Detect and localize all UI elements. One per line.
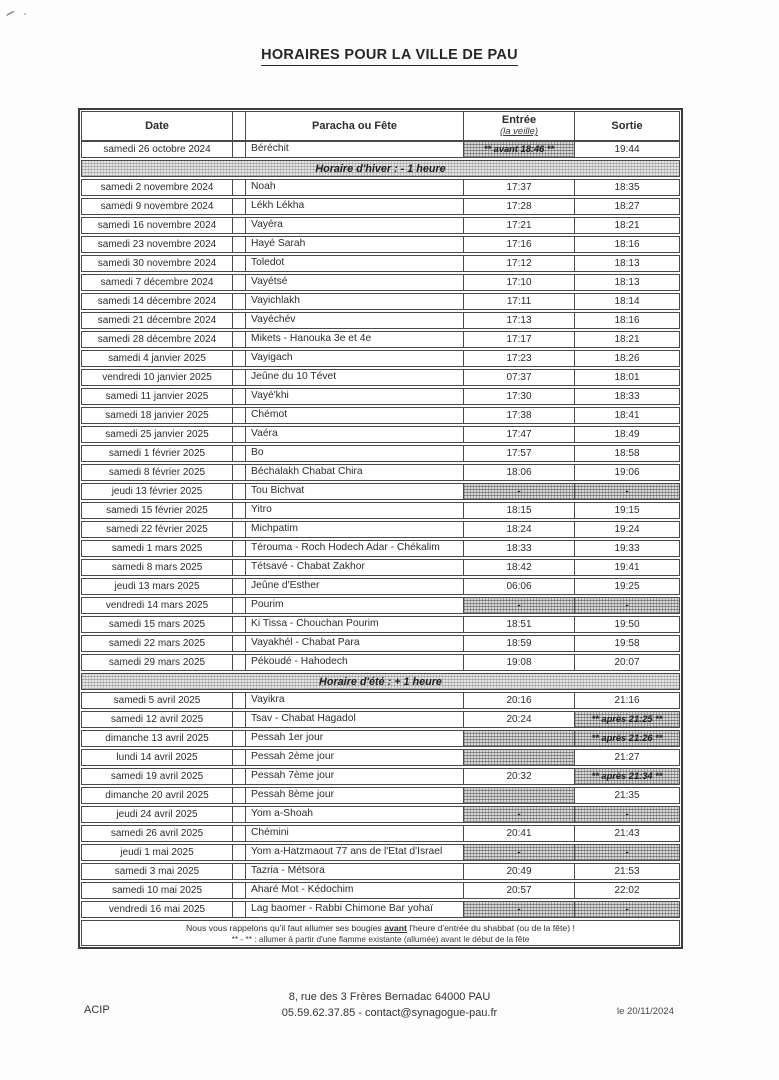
sortie-cell: 19:33 — [574, 541, 679, 556]
spacer-cell — [232, 598, 245, 613]
header-paracha: Paracha ou Fête — [245, 112, 463, 140]
scan-artifact-dot — [24, 13, 26, 15]
entree-cell: 20:32 — [463, 769, 574, 784]
paracha-cell: Vaéra — [245, 427, 463, 442]
entree-cell: 18:24 — [463, 522, 574, 537]
entree-cell: 20:41 — [463, 826, 574, 841]
table-row — [81, 711, 680, 728]
sortie-cell: 19:25 — [574, 579, 679, 594]
header-entree — [463, 112, 574, 140]
sortie-cell: 19:50 — [574, 617, 679, 632]
sortie-cell: 21:53 — [574, 864, 679, 879]
spacer-cell — [232, 446, 245, 461]
date-cell: dimanche 20 avril 2025 — [105, 789, 209, 801]
spacer-cell — [232, 617, 245, 632]
table-row — [81, 597, 680, 614]
spacer-cell — [232, 864, 245, 879]
spacer-cell — [232, 294, 245, 309]
table-row — [81, 768, 680, 785]
season-section-row — [81, 160, 680, 177]
paracha-cell: Vayétsé — [245, 275, 463, 290]
date-cell: samedi 28 décembre 2024 — [97, 333, 217, 345]
date-cell: samedi 7 décembre 2024 — [100, 276, 214, 288]
header-entree-main: Entrée — [501, 114, 537, 127]
sortie-cell: - — [574, 845, 679, 860]
entree-cell — [463, 731, 574, 746]
entree-cell: 17:17 — [463, 332, 574, 347]
sortie-cell: 18:26 — [574, 351, 679, 366]
entree-cell: 17:47 — [463, 427, 574, 442]
paracha-cell: Pessah 7ème jour — [245, 769, 463, 784]
paracha-cell: Michpatim — [245, 522, 463, 537]
table-row — [81, 426, 680, 443]
section-label: Horaire d'été : + 1 heure — [319, 675, 442, 688]
sortie-cell: 21:27 — [574, 750, 679, 765]
date-cell: samedi 19 avril 2025 — [110, 770, 204, 782]
table-row — [81, 407, 680, 424]
paracha-cell: Chémot — [245, 408, 463, 423]
table-row — [81, 464, 680, 481]
paracha-cell: Lag baomer - Rabbi Chimone Bar yohaï — [245, 902, 463, 917]
sortie-cell: 18:21 — [574, 218, 679, 233]
entree-cell: 18:59 — [463, 636, 574, 651]
date-cell: samedi 1 février 2025 — [108, 447, 206, 459]
date-cell: lundi 14 avril 2025 — [116, 751, 198, 763]
sortie-cell: 18:41 — [574, 408, 679, 423]
spacer-cell — [232, 693, 245, 708]
table-row — [81, 236, 680, 253]
paracha-cell: Tazria - Métsora — [245, 864, 463, 879]
entree-cell: 17:37 — [463, 180, 574, 195]
sortie-cell: 22:02 — [574, 883, 679, 898]
spacer-cell — [232, 845, 245, 860]
date-cell: vendredi 10 janvier 2025 — [102, 371, 212, 383]
sortie-cell: 19:24 — [574, 522, 679, 537]
entree-cell: 17:57 — [463, 446, 574, 461]
paracha-cell: Pessah 8ème jour — [245, 788, 463, 803]
spacer-cell — [232, 199, 245, 214]
header-date: Date — [145, 119, 169, 132]
table-row — [81, 141, 680, 158]
paracha-cell: Tsav - Chabat Hagadol — [245, 712, 463, 727]
paracha-cell: Vayéchév — [245, 313, 463, 328]
sortie-cell: 18:21 — [574, 332, 679, 347]
spacer-cell — [232, 218, 245, 233]
sortie-cell: 18:16 — [574, 237, 679, 252]
date-cell: dimanche 13 avril 2025 — [105, 732, 209, 744]
entree-cell: 17:12 — [463, 256, 574, 271]
table-row — [81, 388, 680, 405]
spacer-cell — [232, 465, 245, 480]
paracha-cell: Vayichlakh — [245, 294, 463, 309]
table-row — [81, 901, 680, 918]
date-cell: samedi 14 décembre 2024 — [97, 295, 217, 307]
footer-address-line2: 05.59.62.37.85 - contact@synagogue-pau.fr — [281, 1007, 498, 1019]
entree-cell: 18:51 — [463, 617, 574, 632]
entree-cell: 17:10 — [463, 275, 574, 290]
sortie-cell: - — [574, 484, 679, 499]
paracha-cell: Pourim — [245, 598, 463, 613]
paracha-cell: Yitro — [245, 503, 463, 518]
sortie-cell: 18:33 — [574, 389, 679, 404]
table-row — [81, 293, 680, 310]
paracha-cell: Yom a-Shoah — [245, 807, 463, 822]
sortie-cell: ** après 21:34 ** — [574, 769, 679, 784]
spacer-cell — [232, 579, 245, 594]
entree-cell: ** avant 18:46 ** — [463, 142, 574, 157]
table-row — [81, 692, 680, 709]
date-cell: samedi 8 mars 2025 — [111, 561, 203, 573]
sortie-cell: - — [574, 807, 679, 822]
date-cell: jeudi 13 février 2025 — [111, 485, 203, 497]
table-row — [81, 654, 680, 671]
sortie-cell: 18:14 — [574, 294, 679, 309]
date-cell: vendredi 14 mars 2025 — [105, 599, 209, 611]
spacer-cell — [232, 750, 245, 765]
spacer-cell — [232, 484, 245, 499]
table-header-row — [81, 111, 680, 141]
date-cell: samedi 15 février 2025 — [106, 504, 208, 516]
date-cell: samedi 25 janvier 2025 — [105, 428, 209, 440]
date-cell: samedi 1 mars 2025 — [111, 542, 203, 554]
sortie-cell: 18:13 — [574, 275, 679, 290]
paracha-cell: Aharé Mot - Kédochim — [245, 883, 463, 898]
spacer-cell — [232, 541, 245, 556]
sortie-cell: 18:16 — [574, 313, 679, 328]
entree-cell: 17:30 — [463, 389, 574, 404]
date-cell: jeudi 1 mai 2025 — [120, 846, 194, 858]
date-cell: samedi 8 février 2025 — [108, 466, 206, 478]
spacer-cell — [232, 237, 245, 252]
entree-cell: 19:08 — [463, 655, 574, 670]
paracha-cell: Vayigach — [245, 351, 463, 366]
spacer-cell — [232, 522, 245, 537]
date-cell: samedi 3 mai 2025 — [114, 865, 200, 877]
sortie-cell: 18:35 — [574, 180, 679, 195]
sortie-cell: ** après 21:25 ** — [574, 712, 679, 727]
spacer-cell — [232, 408, 245, 423]
date-cell: samedi 26 avril 2025 — [110, 827, 204, 839]
date-cell: samedi 11 janvier 2025 — [105, 390, 209, 402]
entree-cell: 17:16 — [463, 237, 574, 252]
paracha-cell: Vayakhél - Chabat Para — [245, 636, 463, 651]
table-row — [81, 825, 680, 842]
table-row — [81, 882, 680, 899]
table-row — [81, 749, 680, 766]
table-row — [81, 274, 680, 291]
spacer-cell — [232, 332, 245, 347]
entree-cell: 18:33 — [463, 541, 574, 556]
entree-cell: 18:15 — [463, 503, 574, 518]
section-label: Horaire d'hiver : - 1 heure — [315, 162, 446, 175]
footer-organization: ACIP — [84, 1004, 110, 1016]
entree-cell — [463, 750, 574, 765]
spacer-cell — [232, 370, 245, 385]
date-cell: samedi 22 mars 2025 — [108, 637, 206, 649]
table-row — [81, 312, 680, 329]
date-cell: samedi 2 novembre 2024 — [100, 181, 214, 193]
header-spacer — [232, 112, 245, 140]
paracha-cell: Yom a-Hatzmaout 77 ans de l'Etat d'Israel — [245, 845, 463, 860]
table-row — [81, 445, 680, 462]
entree-cell: 20:16 — [463, 693, 574, 708]
entree-cell: - — [463, 484, 574, 499]
spacer-cell — [232, 503, 245, 518]
spacer-cell — [232, 807, 245, 822]
paracha-cell: Pessah 1er jour — [245, 731, 463, 746]
spacer-cell — [232, 769, 245, 784]
spacer-cell — [232, 883, 245, 898]
paracha-cell: Lékh Lékha — [245, 199, 463, 214]
date-cell: samedi 10 mai 2025 — [111, 884, 203, 896]
paracha-cell: Jeûne d'Esther — [245, 579, 463, 594]
date-cell: samedi 30 novembre 2024 — [97, 257, 217, 269]
spacer-cell — [232, 275, 245, 290]
table-row — [81, 806, 680, 823]
table-row — [81, 521, 680, 538]
spacer-cell — [232, 712, 245, 727]
sortie-cell: 19:06 — [574, 465, 679, 480]
scan-artifact-mark — [5, 10, 16, 19]
entree-cell: 17:11 — [463, 294, 574, 309]
note-line-2: ** - ** : allumer à partir d'une flamme existante (allumée) avant le début de la fête — [231, 933, 530, 944]
note-emphasis: avant — [384, 922, 407, 933]
spacer-cell — [232, 655, 245, 670]
paracha-cell: Hayé Sarah — [245, 237, 463, 252]
table-row — [81, 540, 680, 557]
date-cell: samedi 26 octobre 2024 — [103, 143, 211, 155]
sortie-cell: 18:13 — [574, 256, 679, 271]
table-row — [81, 217, 680, 234]
date-cell: samedi 4 janvier 2025 — [108, 352, 206, 364]
schedule-table — [78, 108, 683, 949]
date-cell: samedi 18 janvier 2025 — [105, 409, 209, 421]
table-notes-row — [81, 920, 680, 946]
table-row — [81, 863, 680, 880]
table-row — [81, 616, 680, 633]
sortie-cell: 19:58 — [574, 636, 679, 651]
table-row — [81, 502, 680, 519]
season-section-row — [81, 673, 680, 690]
entree-cell: 17:38 — [463, 408, 574, 423]
table-row — [81, 635, 680, 652]
page-title-text: HORAIRES POUR LA VILLE DE PAU — [261, 47, 518, 66]
paracha-cell: Pékoudé - Hahodech — [245, 655, 463, 670]
entree-cell: - — [463, 902, 574, 917]
date-cell: samedi 29 mars 2025 — [108, 656, 206, 668]
sortie-cell: - — [574, 902, 679, 917]
entree-cell: 20:57 — [463, 883, 574, 898]
sortie-cell: ** après 21:26 ** — [574, 731, 679, 746]
table-row — [81, 787, 680, 804]
date-cell: jeudi 13 mars 2025 — [114, 580, 200, 592]
date-cell: samedi 15 mars 2025 — [108, 618, 206, 630]
paracha-cell: Bo — [245, 446, 463, 461]
header-entree-sub: (la veille) — [499, 126, 538, 138]
spacer-cell — [232, 788, 245, 803]
table-row — [81, 730, 680, 747]
table-row — [81, 350, 680, 367]
entree-cell: 06:06 — [463, 579, 574, 594]
entree-cell: 07:37 — [463, 370, 574, 385]
date-cell: samedi 16 novembre 2024 — [97, 219, 217, 231]
footer-address-line1: 8, rue des 3 Frères Bernadac 64000 PAU — [288, 991, 491, 1003]
table-row — [81, 255, 680, 272]
date-cell: samedi 5 avril 2025 — [113, 694, 201, 706]
paracha-cell: Béréchit — [245, 142, 463, 157]
paracha-cell: Noah — [245, 180, 463, 195]
paracha-cell: Toledot — [245, 256, 463, 271]
sortie-cell: 18:27 — [574, 199, 679, 214]
entree-cell: 18:06 — [463, 465, 574, 480]
entree-cell: - — [463, 845, 574, 860]
sortie-cell: 19:15 — [574, 503, 679, 518]
spacer-cell — [232, 731, 245, 746]
sortie-cell: 18:58 — [574, 446, 679, 461]
paracha-cell: Vayikra — [245, 693, 463, 708]
spacer-cell — [232, 427, 245, 442]
table-row — [81, 559, 680, 576]
paracha-cell: Jeûne du 10 Tévet — [245, 370, 463, 385]
sortie-cell: 20:07 — [574, 655, 679, 670]
spacer-cell — [232, 636, 245, 651]
spacer-cell — [232, 142, 245, 157]
table-row — [81, 578, 680, 595]
paracha-cell: Tou Bichvat — [245, 484, 463, 499]
entree-cell: 17:13 — [463, 313, 574, 328]
paracha-cell: Mikets - Hanouka 3e et 4e — [245, 332, 463, 347]
date-cell: samedi 9 novembre 2024 — [100, 200, 214, 212]
paracha-cell: Vayéra — [245, 218, 463, 233]
date-cell: samedi 21 décembre 2024 — [97, 314, 217, 326]
sortie-cell: 21:16 — [574, 693, 679, 708]
sortie-cell: 21:43 — [574, 826, 679, 841]
sortie-cell: - — [574, 598, 679, 613]
paracha-cell: Tétsavé - Chabat Zakhor — [245, 560, 463, 575]
footer-document-date: le 20/11/2024 — [617, 1006, 674, 1017]
sortie-cell: 18:49 — [574, 427, 679, 442]
sortie-cell: 19:41 — [574, 560, 679, 575]
spacer-cell — [232, 180, 245, 195]
spacer-cell — [232, 351, 245, 366]
table-row — [81, 483, 680, 500]
note-line-1: Nous vous rappelons qu'il faut allumer ses bougies avant l'heure d'entrée du shabbat (ou de la fête) ! — [186, 922, 575, 933]
entree-cell: - — [463, 598, 574, 613]
paracha-cell: Vayé'khi — [245, 389, 463, 404]
schedule-rows — [81, 141, 680, 918]
spacer-cell — [232, 902, 245, 917]
spacer-cell — [232, 313, 245, 328]
spacer-cell — [232, 560, 245, 575]
entree-cell: 18:42 — [463, 560, 574, 575]
table-row — [81, 179, 680, 196]
table-row — [81, 369, 680, 386]
paracha-cell: Pessah 2ème jour — [245, 750, 463, 765]
table-row — [81, 198, 680, 215]
paracha-cell: Chémini — [245, 826, 463, 841]
header-sortie: Sortie — [574, 112, 679, 140]
date-cell: samedi 22 février 2025 — [106, 523, 208, 535]
sortie-cell: 18:01 — [574, 370, 679, 385]
spacer-cell — [232, 256, 245, 271]
entree-cell: 20:49 — [463, 864, 574, 879]
entree-cell: - — [463, 807, 574, 822]
date-cell: samedi 12 avril 2025 — [110, 713, 204, 725]
page-title — [0, 46, 779, 64]
date-cell: jeudi 24 avril 2025 — [116, 808, 198, 820]
paracha-cell: Ki Tissa - Chouchan Pourim — [245, 617, 463, 632]
paracha-cell: Béchalakh Chabat Chira — [245, 465, 463, 480]
date-cell: vendredi 16 mai 2025 — [108, 903, 206, 915]
spacer-cell — [232, 826, 245, 841]
entree-cell: 17:21 — [463, 218, 574, 233]
entree-cell: 17:23 — [463, 351, 574, 366]
entree-cell: 17:28 — [463, 199, 574, 214]
entree-cell: 20:24 — [463, 712, 574, 727]
date-cell: samedi 23 novembre 2024 — [97, 238, 217, 250]
paracha-cell: Térouma - Roch Hodech Adar - Chékalim — [245, 541, 463, 556]
spacer-cell — [232, 389, 245, 404]
entree-cell — [463, 788, 574, 803]
table-row — [81, 331, 680, 348]
table-row — [81, 844, 680, 861]
sortie-cell: 21:35 — [574, 788, 679, 803]
sortie-cell: 19:44 — [574, 142, 679, 157]
